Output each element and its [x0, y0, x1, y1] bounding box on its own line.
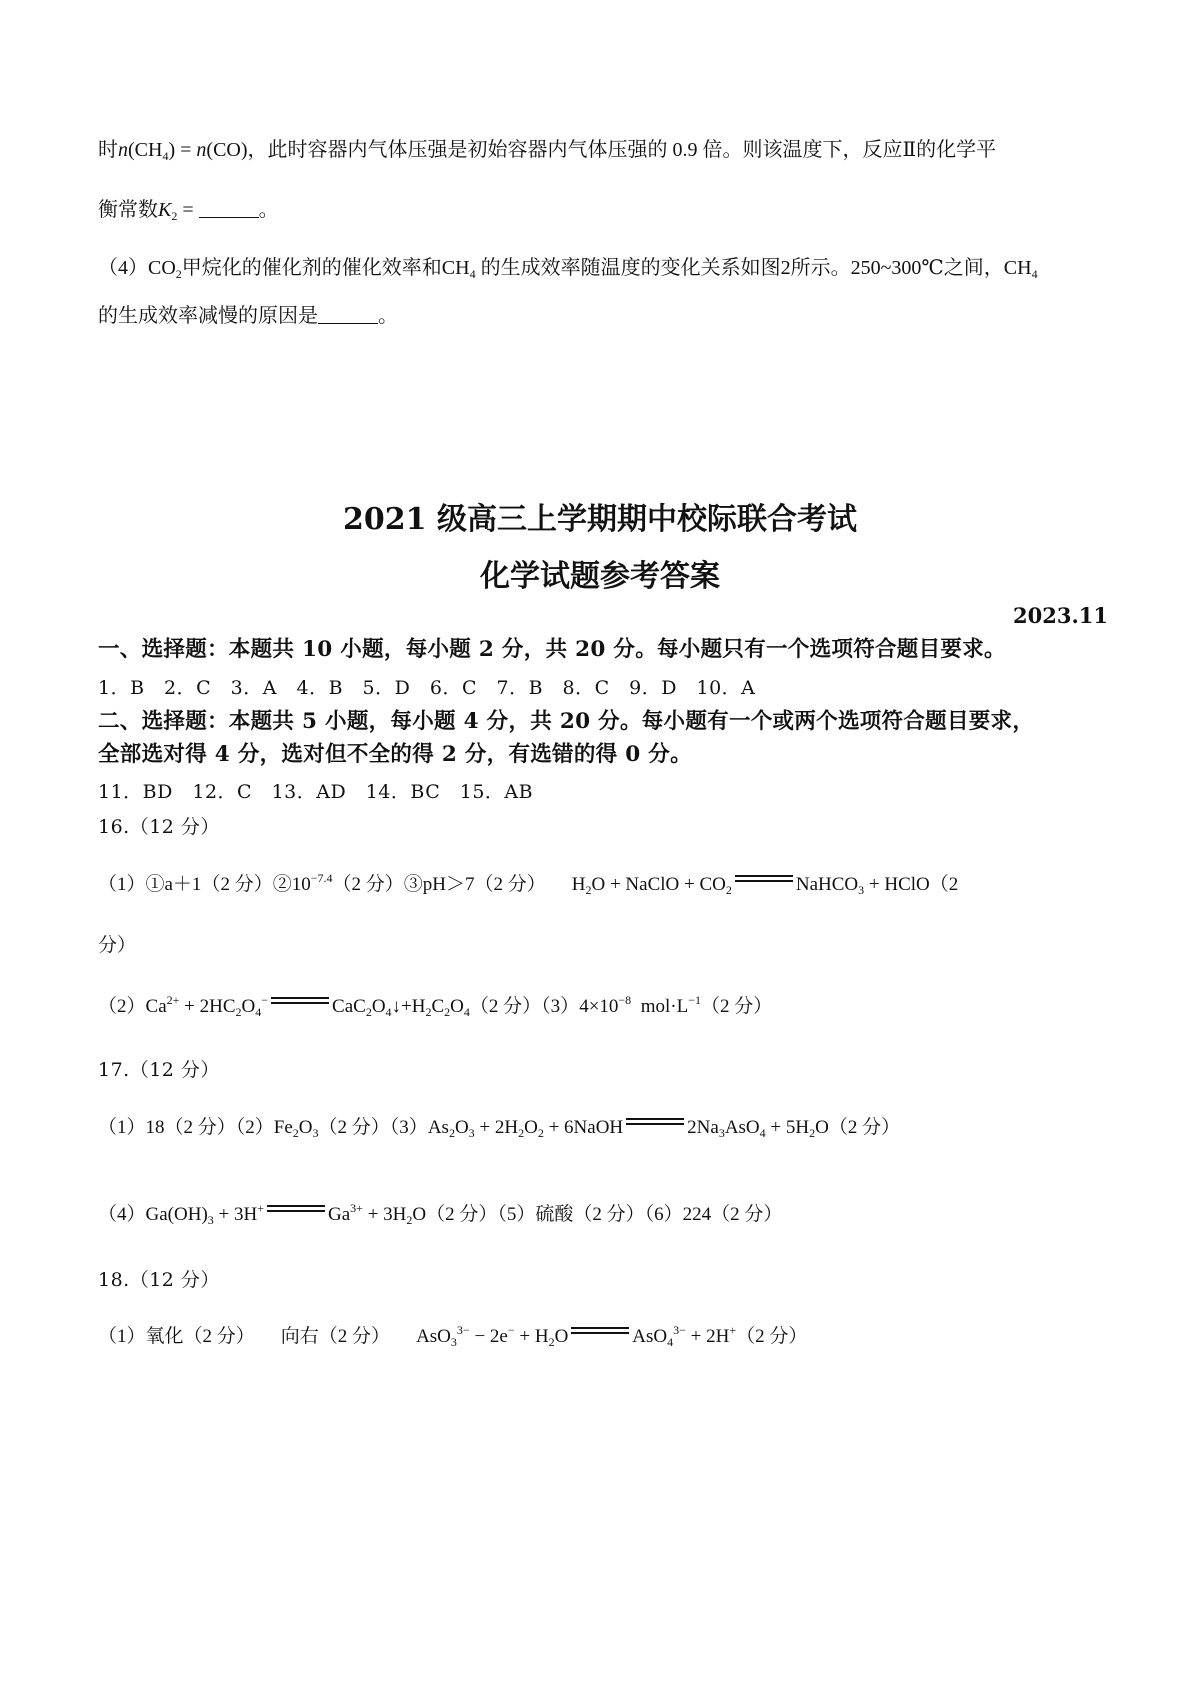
q17-answer-line-1: （1）18（2 分）$(2)Fe_2O_3(2$ 分）$(3)As_2O_3 + 2H_2O_2$ + 6NaOH $2Na_3AsO_4 + 5H_2O(2$ 分） [98, 1117, 901, 1140]
section2-answers: 11．BD 12．C 13．AD 14．BC 15．AB [98, 781, 534, 803]
q17-heading: 17.（12 分） [98, 1059, 220, 1081]
question-text-line-2: 衡常数$K_2$ = 。 [98, 199, 279, 223]
section1-answers: 1．B 2．C 3．A 4．B 5．D 6．C 7．B 8．C 9．D 10．A [98, 677, 756, 699]
answer-blank [318, 305, 378, 324]
section2-header-line1: 二、选择题：本题共 5 小题，每小题 4 分，共 20 分。每小题有一个或两个选项符合题目要求， [98, 709, 1035, 734]
doc-date: 2023.11 [1013, 603, 1108, 628]
q18-answer-line-1: （1）氧化（2 分） 向右（2 分） $AsO_3^{3-} - 2e^- + H_2O$ AsO$_4^{3-}$ + 2H+（2 分） [98, 1323, 808, 1349]
q16-heading: 16.（12 分） [98, 816, 220, 838]
q16-answer-line-3: $(2)Ca^{2+} + 2HC_2O_4^-$ $CaC_2O_4↓+H_2C_2O_4(2$ 分）$(3)4\times 10^{-8}$ $mol\cdot L^{-1}(2$ 分） [98, 993, 773, 1019]
section1-header: 一、选择题：本题共 10 小题，每小题 2 分，共 20 分。每小题只有一个选项符合题目要求。 [98, 637, 1006, 662]
doc-subtitle: 化学试题参考答案 [480, 559, 720, 594]
section2-header-line2: 全部选对得 4 分，选对但不全的得 2 分，有选错的得 0 分。 [98, 742, 692, 767]
question-text-line-1: 时$n(CH_4) = n(CO)$，此时容器内气体压强是初始容器内气体压强的 0.9 倍。则该温度下，反应Ⅱ的化学平 [98, 139, 997, 163]
q16-answer-line-2: 分） [98, 935, 137, 956]
question-text-line-4: 的生成效率减慢的原因是 。 [98, 305, 398, 327]
question-text-line-3: $(4)CO_2$甲烷化的催化剂的催化效率和$CH_4$ 的生成效率随温度的变化关系如图2所示。250~300℃之间，$CH_4$ [98, 257, 1038, 281]
answer-blank [199, 199, 259, 218]
doc-title: 2021 级高三上学期期中校际联合考试 [343, 502, 857, 537]
q17-answer-line-2: $(4)Ga(OH)_3 + 3H^+$ $Ga^{3+} + 3H_2O(2$ 分）（5）硫酸（2 分）（6）224（2 分） [98, 1201, 783, 1227]
q18-heading: 18.（12 分） [98, 1269, 220, 1291]
q16-answer-line-1: （1）①a＋1（2 分）$②10^{-7.4}(2$ 分）③pH＞7（2 分） $H_2O$ + NaClO + $CO_2$ NaHCO$_3$ + HClO（2 [98, 871, 959, 897]
